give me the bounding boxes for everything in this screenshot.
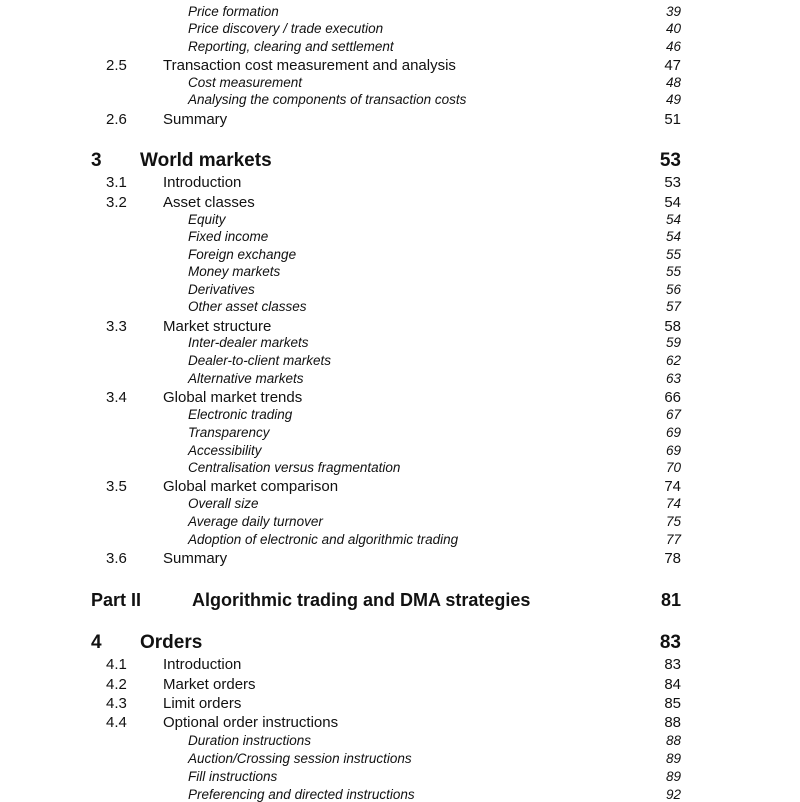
toc-entry-title: Equity [188,212,226,227]
toc-entry-title: Derivatives [188,282,255,297]
toc-entry-number: 3.5 [106,478,127,495]
toc-entry-title: Summary [163,111,228,128]
toc-entry-title: Optional order instructions [163,714,339,731]
toc-entry-title: Price discovery / trade execution [188,21,384,36]
toc-entry-title: Introduction [163,174,242,191]
toc-entry-title: Introduction [163,656,242,673]
toc-entry-title: Accessibility [188,443,262,458]
toc-entry-title: Analysing the components of transaction costs [188,92,467,107]
toc-entry-page: 78 [664,550,681,567]
toc-entry-page: 56 [665,282,681,297]
toc-entry-page: 70 [665,460,681,475]
toc-entry-title: Adoption of electronic and algorithmic trading [188,532,459,547]
toc-entry-page: 69 [665,425,681,440]
toc-entry-page: 83 [664,656,681,673]
toc-entry-title: Alternative markets [188,371,304,386]
toc-entry-number: 3.6 [106,550,127,567]
toc-entry-number: 3.2 [106,194,127,211]
toc-entry-page: 75 [665,514,681,529]
toc-entry-page: 59 [665,335,681,350]
toc-entry-number: Part II [91,590,142,610]
toc-entry-title: Overall size [188,496,259,511]
toc-entry-title: Limit orders [163,695,242,712]
toc-entry-title: Preferencing and directed instructions [188,787,415,802]
toc-entry-number: 3.4 [106,389,127,406]
toc-entry-title: Summary [163,550,228,567]
toc-entry-page: 55 [665,247,681,262]
toc-entry-page: 39 [665,4,681,19]
toc-entry-page: 88 [664,714,681,731]
toc-entry-page: 89 [665,751,681,766]
toc-entry-page: 77 [665,532,681,547]
toc-entry-page: 53 [664,174,681,191]
toc-entry-title: World markets [140,150,272,171]
toc-entry-title: Duration instructions [188,733,312,748]
toc-entry-page: 51 [664,111,681,128]
toc-entry-title: Foreign exchange [188,247,297,262]
toc-entry-number: 2.5 [106,57,127,74]
toc-entry-title: Market structure [163,318,272,335]
toc-entry-title: Centralisation versus fragmentation [188,460,401,475]
toc-entry-page: 63 [665,371,681,386]
toc-entry-page: 46 [665,39,681,54]
toc-entry-title: Price formation [188,4,279,19]
toc-entry-number: 4.4 [106,714,127,731]
toc-entry-number: 3 [91,150,102,171]
toc-entry-number: 3.1 [106,174,127,191]
toc-entry-number: 2.6 [106,111,127,128]
toc-entry-title: Transaction cost measurement and analysis [163,57,456,74]
toc-entry-title: Asset classes [163,194,255,211]
toc-entry-page: 67 [665,407,681,422]
toc-entry-page: 40 [665,21,681,36]
toc-entry-number: 3.3 [106,318,127,335]
toc-entry-title: Market orders [163,676,256,693]
toc-entry-page: 69 [665,443,681,458]
toc-entry-title: Fixed income [188,229,269,244]
toc-entry-title: Reporting, clearing and settlement [188,39,394,54]
toc-entry-title: Global market comparison [163,478,339,495]
toc-entry-title: Other asset classes [188,299,307,314]
toc-entry-page: 89 [665,769,681,784]
toc-entry-title: Electronic trading [188,407,293,422]
toc-entry-title: Transparency [188,425,270,440]
toc-entry-page: 74 [664,478,681,495]
toc-entry-title: Cost measurement [188,75,303,90]
toc-entry-page: 54 [665,212,681,227]
toc-entry-title: Dealer-to-client markets [188,353,332,368]
toc-entry-page: 55 [665,264,681,279]
toc-entry-number: 4 [91,632,102,653]
toc-entry-page: 57 [665,299,681,314]
toc-entry-title: Orders [140,632,203,653]
toc-entry-page: 83 [659,632,681,653]
toc-entry-page: 62 [665,353,681,368]
toc-entry-title: Global market trends [163,389,303,406]
toc-entry-page: 54 [665,229,681,244]
toc-entry-page: 88 [665,733,681,748]
toc-entry-title: Money markets [188,264,281,279]
toc-entry-title: Inter-dealer markets [188,335,309,350]
toc-entry-page: 84 [664,676,681,693]
toc-entry-number: 4.3 [106,695,127,712]
toc-entry-page: 66 [664,389,681,406]
toc-entry-page: 53 [659,150,681,171]
toc-entry-page: 48 [665,75,681,90]
toc-entry-page: 54 [664,194,681,211]
toc-entry-title: Average daily turnover [188,514,323,529]
toc-entry-title: Fill instructions [188,769,278,784]
toc-entry-title: Algorithmic trading and DMA strategies [192,590,531,610]
toc-entry-page: 58 [664,318,681,335]
toc-entry-page: 85 [664,695,681,712]
toc-entry-page: 81 [660,590,681,610]
toc-entry-page: 92 [665,787,681,802]
toc-entry-number: 4.2 [106,676,127,693]
toc-entry-page: 47 [664,57,681,74]
toc-entry-title: Auction/Crossing session instructions [188,751,412,766]
toc-entry-page: 49 [665,92,681,107]
toc-entry-number: 4.1 [106,656,127,673]
toc-entry-page: 74 [665,496,681,511]
